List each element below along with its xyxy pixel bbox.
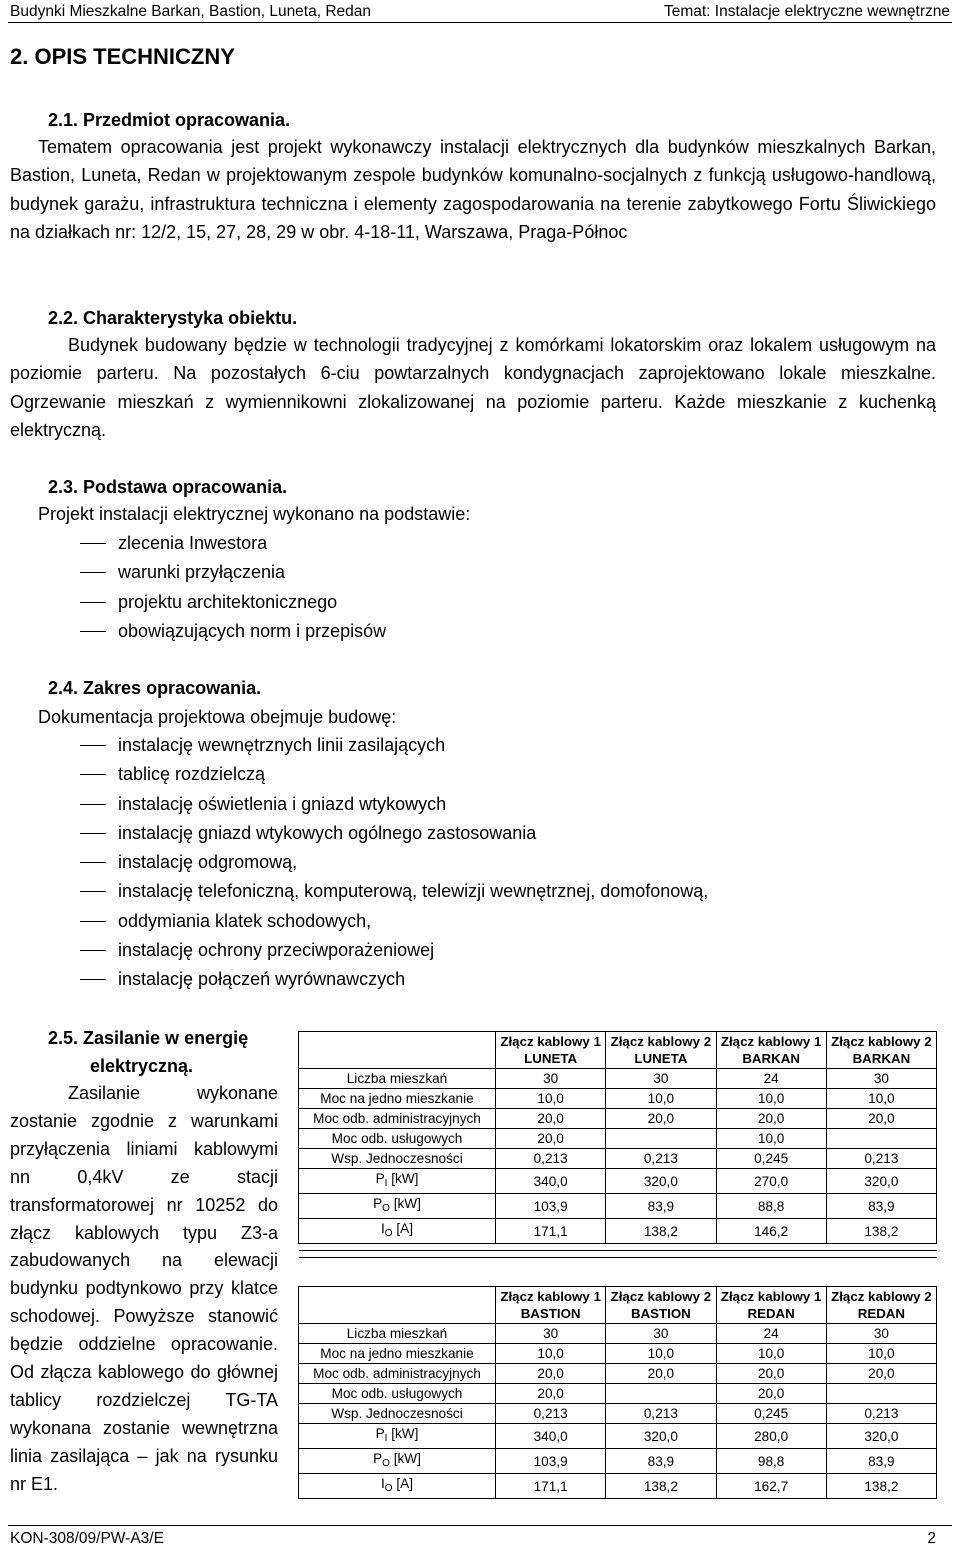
scope-list: [80, 731, 708, 995]
row-label: Moc odb. usługowych: [299, 1384, 496, 1404]
table-row: [299, 1364, 937, 1384]
column-header: Złącz kablowy 2 BARKAN: [826, 1032, 936, 1069]
list-item: oddymiania klatek schodowych,: [80, 907, 708, 936]
power-table-luneta-barkan: [298, 1031, 937, 1258]
table-cell: 171,1: [496, 1474, 606, 1499]
table-row: [299, 1194, 937, 1219]
table-cell: 162,7: [716, 1474, 826, 1499]
table-corner: [299, 1032, 496, 1069]
table-cell: 146,2: [716, 1219, 826, 1244]
table-cell: 320,0: [606, 1169, 716, 1194]
basis-list: [80, 529, 386, 646]
table-cell: 171,1: [496, 1219, 606, 1244]
list-item: warunki przyłączenia: [80, 558, 386, 587]
table-row: [299, 1169, 937, 1194]
row-label: $P_O$ [kW]: [299, 1449, 496, 1474]
row-label: $I_O$ [A]: [299, 1474, 496, 1499]
section-intro-2-4: Dokumentacja projektowa obejmuje budowę:: [38, 707, 397, 727]
column-header: Złącz kablowy 1 BASTION: [496, 1287, 606, 1324]
table-cell: 88,8: [716, 1194, 826, 1219]
table-row: [299, 1384, 937, 1404]
table-cell: 0,245: [716, 1404, 826, 1424]
table-cell: [606, 1129, 716, 1149]
column-header: Złącz kablowy 1 LUNETA: [496, 1032, 606, 1069]
table-cell: 20,0: [496, 1109, 606, 1129]
power-table-bastion-redan: [298, 1286, 937, 1499]
table-cell: 0,213: [826, 1149, 936, 1169]
row-label: Liczba mieszkań: [299, 1069, 496, 1089]
table-cell: 0,245: [716, 1149, 826, 1169]
row-label: Wsp. Jednoczesności: [299, 1149, 496, 1169]
table-cell: 83,9: [606, 1449, 716, 1474]
list-item: tablicę rozdzielczą: [80, 760, 708, 789]
table-cell: 138,2: [826, 1219, 936, 1244]
table-cell: 20,0: [716, 1364, 826, 1384]
table-cell: 20,0: [826, 1109, 936, 1129]
table-cell: 83,9: [606, 1194, 716, 1219]
table-row: [299, 1449, 937, 1474]
column-header: Złącz kablowy 1 BARKAN: [716, 1032, 826, 1069]
table-cell: 138,2: [606, 1474, 716, 1499]
column-header: Złącz kablowy 2 REDAN: [826, 1287, 936, 1324]
list-item: projektu architektonicznego: [80, 588, 386, 617]
table-cell: 30: [826, 1069, 936, 1089]
table-spacer-row: [299, 1251, 937, 1258]
table-cell: 320,0: [606, 1424, 716, 1449]
section-heading-2-1: 2.1. Przedmiot opracowania.: [48, 110, 291, 130]
table-cell: 10,0: [496, 1089, 606, 1109]
list-item: instalację odgromową,: [80, 848, 708, 877]
list-item: instalację oświetlenia i gniazd wtykowych: [80, 790, 708, 819]
table-cell: 10,0: [716, 1089, 826, 1109]
table-cell: [826, 1384, 936, 1404]
row-label: Moc odb. administracyjnych: [299, 1364, 496, 1384]
table-row: [299, 1069, 937, 1089]
header-left: Budynki Mieszkalne Barkan, Bastion, Luneta, Redan: [10, 3, 372, 20]
section-heading-2-4: 2.4. Zakres opracowania.: [48, 678, 262, 698]
table-row: [299, 1424, 937, 1449]
table-cell: 320,0: [826, 1169, 936, 1194]
table-corner: [299, 1287, 496, 1324]
table-cell: 10,0: [606, 1089, 716, 1109]
row-label: Liczba mieszkań: [299, 1324, 496, 1344]
column-header: Złącz kablowy 1 REDAN: [716, 1287, 826, 1324]
section-heading-2-3: 2.3. Podstawa opracowania.: [48, 477, 288, 497]
table-cell: 20,0: [496, 1364, 606, 1384]
page-number: 2: [927, 1530, 936, 1547]
table-cell: 83,9: [826, 1194, 936, 1219]
table-row: [299, 1219, 937, 1244]
row-label: Moc odb. usługowych: [299, 1129, 496, 1149]
section-text-2-5: Zasilanie wykonane zostanie zgodnie z warunkami przyłączenia liniami kablowymi nn 0,4kV ze stacji transformatorowej nr 10252 do złącz kablowych typu Z3-a zabudowanych na elewacji budynku podtynkowo przy klatce schodowej. Powyższe stanowić będzie oddzielne opracowanie. Od złącza kablowego do głównej tablicy rozdzielczej TG-TA wykonana zostanie wewnętrzna linia zasilająca – jak na rysunku nr E1.: [10, 1083, 278, 1494]
table-cell: 0,213: [606, 1404, 716, 1424]
table-cell: 30: [826, 1324, 936, 1344]
table-cell: 30: [496, 1069, 606, 1089]
table-cell: 10,0: [716, 1344, 826, 1364]
section-text-2-1: Tematem opracowania jest projekt wykonawczy instalacji elektrycznych dla budynków mieszkalnych Barkan, Bastion, Luneta, Redan w projektowanym zespole budynków komunalno-socjalnych z funkcją usługowo-handlową, budynek garażu, infrastruktura techniczna i elementy zagospodarowania na terenie zabytkowego Fortu Śliwickiego na działkach nr: 12/2, 15, 27, 28, 29 w obr. 4-18-11, Warszawa, Praga-Północ: [10, 137, 936, 243]
table-cell: 20,0: [716, 1109, 826, 1129]
table-cell: 24: [716, 1324, 826, 1344]
row-label: Moc na jedno mieszkanie: [299, 1344, 496, 1364]
row-label: $P_I$ [kW]: [299, 1169, 496, 1194]
table-row: [299, 1129, 937, 1149]
table-row: [299, 1324, 937, 1344]
table-cell: 10,0: [826, 1089, 936, 1109]
table-cell: 340,0: [496, 1424, 606, 1449]
table-cell: 138,2: [606, 1219, 716, 1244]
document-number: KON-308/09/PW-A3/E: [10, 1530, 164, 1547]
table-row: [299, 1474, 937, 1499]
table-cell: [606, 1384, 716, 1404]
table-cell: 10,0: [826, 1344, 936, 1364]
header-divider: [8, 22, 952, 23]
table-cell: 10,0: [496, 1344, 606, 1364]
table-row: [299, 1149, 937, 1169]
table-cell: 0,213: [496, 1149, 606, 1169]
table-cell: 103,9: [496, 1194, 606, 1219]
table-cell: 30: [496, 1324, 606, 1344]
table-cell: 0,213: [606, 1149, 716, 1169]
table-cell: 30: [606, 1324, 716, 1344]
section-text-2-2: Budynek budowany będzie w technologii tradycyjnej z komórkami lokatorskim oraz lokalem usługowym na poziomie parteru. Na pozostałych 6-ciu powtarzalnych kondygnacjach zaprojektowano lokale mieszkalne. Ogrzewanie mieszkań z wymiennikowni zlokalizowanej na poziomie parteru. Każde mieszkanie z kuchenką elektryczną.: [10, 335, 936, 441]
table-cell: 20,0: [606, 1364, 716, 1384]
row-label: $P_I$ [kW]: [299, 1424, 496, 1449]
row-label: $I_O$ [A]: [299, 1219, 496, 1244]
list-item: instalację wewnętrznych linii zasilających: [80, 731, 708, 760]
table-cell: 10,0: [716, 1129, 826, 1149]
list-item: instalację ochrony przeciwporażeniowej: [80, 936, 708, 965]
table-cell: 20,0: [606, 1109, 716, 1129]
section-intro-2-3: Projekt instalacji elektrycznej wykonano na podstawie:: [38, 504, 471, 524]
table-cell: 270,0: [716, 1169, 826, 1194]
table-cell: 0,213: [826, 1404, 936, 1424]
row-label: Moc na jedno mieszkanie: [299, 1089, 496, 1109]
page-title: 2. OPIS TECHNICZNY: [10, 44, 235, 69]
table-row: [299, 1109, 937, 1129]
table-cell: 20,0: [496, 1129, 606, 1149]
row-label: Moc odb. administracyjnych: [299, 1109, 496, 1129]
table-cell: 10,0: [606, 1344, 716, 1364]
table-cell: 98,8: [716, 1449, 826, 1474]
table-cell: 83,9: [826, 1449, 936, 1474]
table-cell: 20,0: [716, 1384, 826, 1404]
table-cell: 138,2: [826, 1474, 936, 1499]
table-cell: 320,0: [826, 1424, 936, 1449]
table-row: [299, 1089, 937, 1109]
table-cell: 103,9: [496, 1449, 606, 1474]
row-label: Wsp. Jednoczesności: [299, 1404, 496, 1424]
section-heading-2-5: 2.5. Zasilanie w energię: [48, 1028, 249, 1048]
table-cell: 20,0: [496, 1384, 606, 1404]
column-header: Złącz kablowy 2 BASTION: [606, 1287, 716, 1324]
table-row: [299, 1344, 937, 1364]
list-item: obowiązujących norm i przepisów: [80, 617, 386, 646]
list-item: instalację połączeń wyrównawczych: [80, 965, 708, 994]
table-cell: 20,0: [826, 1364, 936, 1384]
table-row: [299, 1404, 937, 1424]
section-heading-2-5-cont: elektryczną.: [90, 1056, 194, 1076]
table-cell: [826, 1129, 936, 1149]
header-right: Temat: Instalacje elektryczne wewnętrzne: [663, 3, 950, 20]
list-item: instalację gniazd wtykowych ogólnego zastosowania: [80, 819, 708, 848]
section-heading-2-2: 2.2. Charakterystyka obiektu.: [48, 308, 298, 328]
table-spacer-row: [299, 1244, 937, 1251]
list-item: zlecenia Inwestora: [80, 529, 386, 558]
table-cell: 30: [606, 1069, 716, 1089]
row-label: $P_O$ [kW]: [299, 1194, 496, 1219]
table-cell: 0,213: [496, 1404, 606, 1424]
footer-divider: [8, 1525, 952, 1526]
table-cell: 280,0: [716, 1424, 826, 1449]
table-cell: 340,0: [496, 1169, 606, 1194]
table-cell: 24: [716, 1069, 826, 1089]
column-header: Złącz kablowy 2 LUNETA: [606, 1032, 716, 1069]
list-item: instalację telefoniczną, komputerową, telewizji wewnętrznej, domofonową,: [80, 877, 708, 906]
